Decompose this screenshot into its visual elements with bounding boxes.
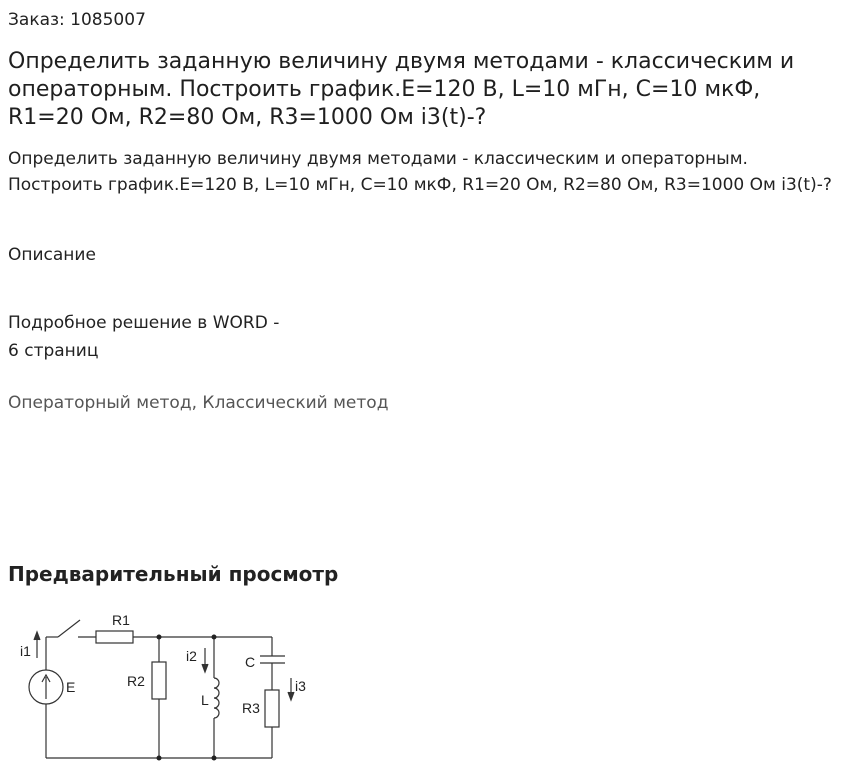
label-r2: R2 — [127, 673, 145, 689]
label-i1: i1 — [20, 643, 31, 659]
description-line: Подробное решение в WORD - — [8, 313, 280, 333]
page-title: Определить заданную величину двумя методами - классическим и операторным. Построить график.E=120 В, L=10 мГн, C=10 мкФ, R1=20 Ом, R2=80 Ом, R3=1000 Ом i3(t)-? — [8, 49, 795, 130]
circuit-diagram — [0, 600, 320, 778]
preview-heading: Предварительный просмотр — [8, 562, 339, 586]
task-lead-text: Определить заданную величину двумя методами - классическим и операторным. Построить график.E=120 В, L=10 мГн, C=10 мкФ, R1=20 Ом, R2=80 Ом, R3=1000 Ом i3(t)-? — [8, 149, 832, 195]
label-i3: i3 — [295, 678, 306, 694]
label-r3: R3 — [242, 700, 260, 716]
label-l: L — [201, 692, 209, 708]
order-number: Заказ: 1085007 — [8, 10, 146, 30]
description-heading: Описание — [8, 245, 96, 265]
tags-list[interactable]: Операторный метод, Классический метод — [8, 393, 389, 413]
label-r1: R1 — [112, 612, 130, 628]
description-line: 6 страниц — [8, 341, 99, 361]
label-e: E — [66, 679, 76, 695]
label-i2: i2 — [186, 648, 197, 664]
label-c: C — [245, 654, 256, 670]
description-text — [8, 309, 279, 365]
